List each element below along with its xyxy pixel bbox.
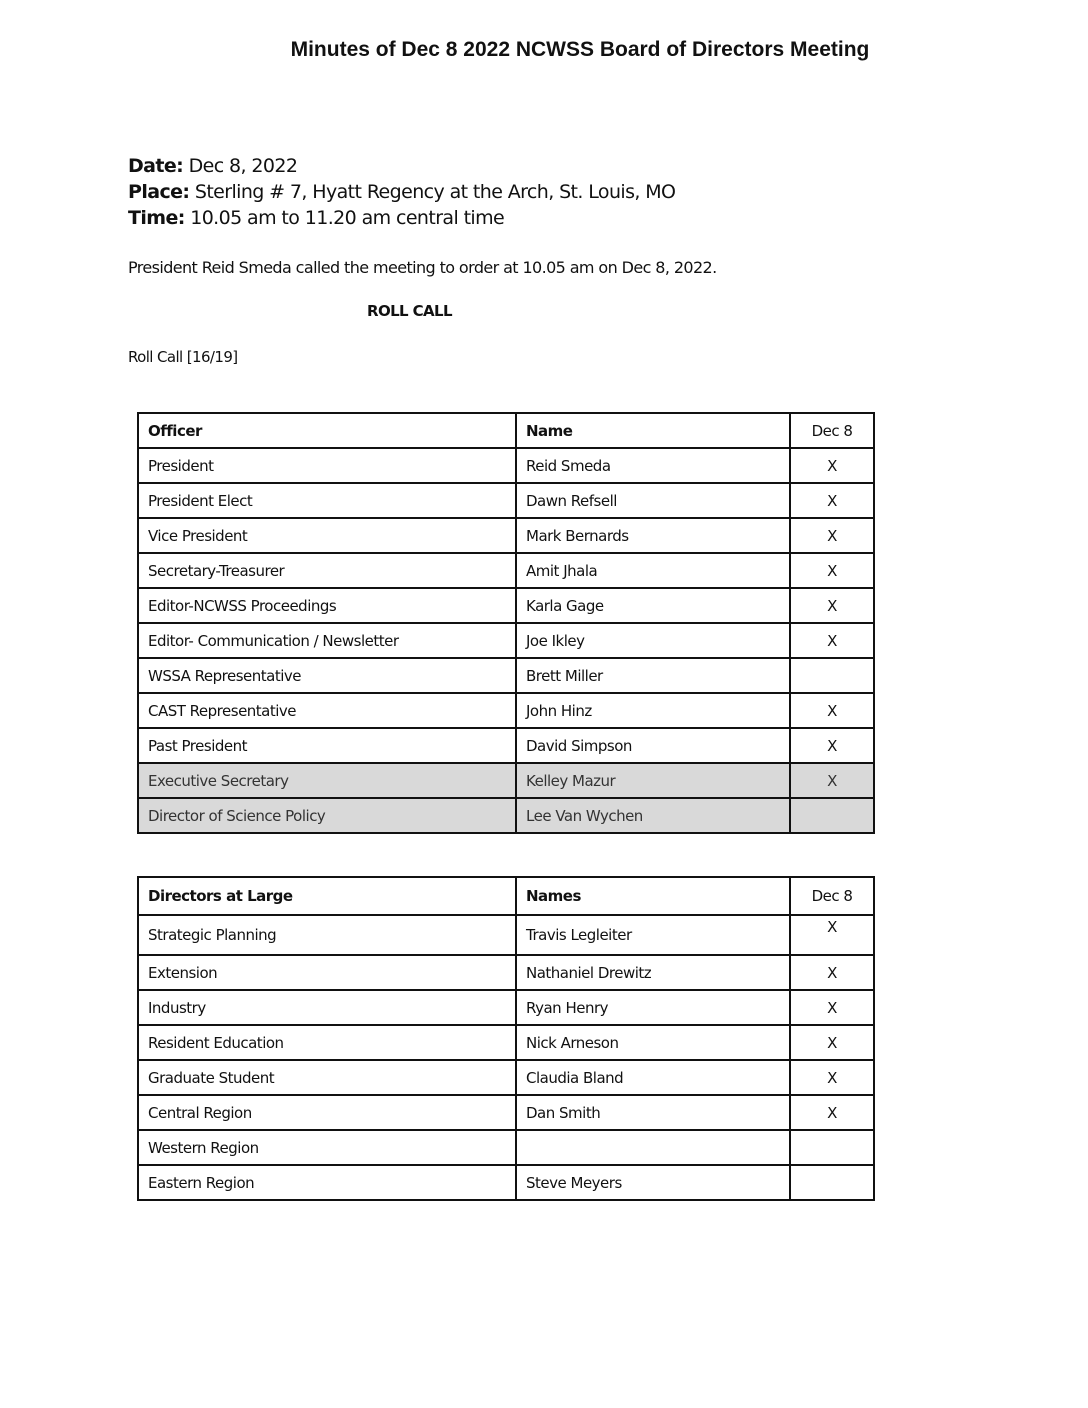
role-cell: Executive Secretary bbox=[138, 763, 516, 798]
attendance-cell: X bbox=[790, 693, 874, 728]
name-cell: Steve Meyers bbox=[516, 1165, 790, 1200]
table-header-row bbox=[138, 413, 874, 448]
role-cell: President Elect bbox=[138, 483, 516, 518]
table-row bbox=[138, 518, 874, 553]
date-label: Date: bbox=[128, 155, 184, 177]
attendance-cell: X bbox=[790, 915, 874, 955]
role-cell: President bbox=[138, 448, 516, 483]
role-cell: Graduate Student bbox=[138, 1060, 516, 1095]
header-directors: Directors at Large bbox=[138, 877, 516, 915]
name-cell: David Simpson bbox=[516, 728, 790, 763]
table-row bbox=[138, 588, 874, 623]
role-cell: Director of Science Policy bbox=[138, 798, 516, 833]
table-row bbox=[138, 1130, 874, 1165]
attendance-cell: X bbox=[790, 763, 874, 798]
attendance-cell bbox=[790, 1165, 874, 1200]
role-cell: Editor-NCWSS Proceedings bbox=[138, 588, 516, 623]
table-row bbox=[138, 763, 874, 798]
officers-table bbox=[137, 412, 875, 834]
name-cell: Dawn Refsell bbox=[516, 483, 790, 518]
role-cell: Eastern Region bbox=[138, 1165, 516, 1200]
call-to-order: President Reid Smeda called the meeting to order at 10.05 am on Dec 8, 2022. bbox=[128, 258, 717, 277]
name-cell: Dan Smith bbox=[516, 1095, 790, 1130]
name-cell: Mark Bernards bbox=[516, 518, 790, 553]
role-cell: Past President bbox=[138, 728, 516, 763]
table-row bbox=[138, 1095, 874, 1130]
attendance-cell: X bbox=[790, 990, 874, 1025]
table-row bbox=[138, 553, 874, 588]
name-cell: Claudia Bland bbox=[516, 1060, 790, 1095]
header-date: Dec 8 bbox=[790, 413, 874, 448]
table-row bbox=[138, 623, 874, 658]
document-title: Minutes of Dec 8 2022 NCWSS Board of Directors Meeting bbox=[290, 38, 870, 61]
role-cell: Editor- Communication / Newsletter bbox=[138, 623, 516, 658]
table-row bbox=[138, 448, 874, 483]
table-row bbox=[138, 955, 874, 990]
attendance-cell: X bbox=[790, 955, 874, 990]
attendance-cell: X bbox=[790, 518, 874, 553]
place-value: Sterling # 7, Hyatt Regency at the Arch, St. Louis, MO bbox=[189, 181, 676, 203]
name-cell: John Hinz bbox=[516, 693, 790, 728]
name-cell: Nick Arneson bbox=[516, 1025, 790, 1060]
time-line bbox=[128, 205, 675, 231]
place-line bbox=[128, 179, 675, 205]
attendance-cell: X bbox=[790, 483, 874, 518]
attendance-cell: X bbox=[790, 1025, 874, 1060]
name-cell: Nathaniel Drewitz bbox=[516, 955, 790, 990]
name-cell: Kelley Mazur bbox=[516, 763, 790, 798]
roll-call-count: Roll Call [16/19] bbox=[128, 348, 238, 366]
header-name: Name bbox=[516, 413, 790, 448]
attendance-cell: X bbox=[790, 553, 874, 588]
header-officer: Officer bbox=[138, 413, 516, 448]
table-row bbox=[138, 728, 874, 763]
date-value: Dec 8, 2022 bbox=[183, 155, 298, 177]
meeting-details bbox=[128, 153, 675, 231]
role-cell: Vice President bbox=[138, 518, 516, 553]
name-cell: Lee Van Wychen bbox=[516, 798, 790, 833]
table-row bbox=[138, 1025, 874, 1060]
attendance-cell: X bbox=[790, 1060, 874, 1095]
header-date: Dec 8 bbox=[790, 877, 874, 915]
role-cell: Resident Education bbox=[138, 1025, 516, 1060]
date-line bbox=[128, 153, 675, 179]
attendance-cell: X bbox=[790, 728, 874, 763]
name-cell: Travis Legleiter bbox=[516, 915, 790, 955]
name-cell: Ryan Henry bbox=[516, 990, 790, 1025]
table-row bbox=[138, 1165, 874, 1200]
role-cell: Central Region bbox=[138, 1095, 516, 1130]
role-cell: Secretary-Treasurer bbox=[138, 553, 516, 588]
role-cell: Industry bbox=[138, 990, 516, 1025]
table-row bbox=[138, 1060, 874, 1095]
attendance-cell: X bbox=[790, 623, 874, 658]
attendance-cell: X bbox=[790, 1095, 874, 1130]
name-cell: Joe Ikley bbox=[516, 623, 790, 658]
name-cell: Reid Smeda bbox=[516, 448, 790, 483]
time-value: 10.05 am to 11.20 am central time bbox=[184, 207, 505, 229]
role-cell: Western Region bbox=[138, 1130, 516, 1165]
name-cell: Brett Miller bbox=[516, 658, 790, 693]
place-label: Place: bbox=[128, 181, 190, 203]
role-cell: Extension bbox=[138, 955, 516, 990]
role-cell: CAST Representative bbox=[138, 693, 516, 728]
table-row bbox=[138, 990, 874, 1025]
attendance-cell bbox=[790, 798, 874, 833]
name-cell bbox=[516, 1130, 790, 1165]
table-row bbox=[138, 483, 874, 518]
time-label: Time: bbox=[128, 207, 185, 229]
directors-table bbox=[137, 876, 875, 1201]
attendance-cell bbox=[790, 1130, 874, 1165]
name-cell: Amit Jhala bbox=[516, 553, 790, 588]
name-cell: Karla Gage bbox=[516, 588, 790, 623]
roll-call-heading: ROLL CALL bbox=[367, 302, 452, 320]
table-header-row bbox=[138, 877, 874, 915]
role-cell: WSSA Representative bbox=[138, 658, 516, 693]
attendance-cell: X bbox=[790, 588, 874, 623]
attendance-cell: X bbox=[790, 448, 874, 483]
table-row bbox=[138, 693, 874, 728]
table-row bbox=[138, 915, 874, 955]
table-row bbox=[138, 798, 874, 833]
role-cell: Strategic Planning bbox=[138, 915, 516, 955]
table-row bbox=[138, 658, 874, 693]
attendance-cell bbox=[790, 658, 874, 693]
header-names: Names bbox=[516, 877, 790, 915]
